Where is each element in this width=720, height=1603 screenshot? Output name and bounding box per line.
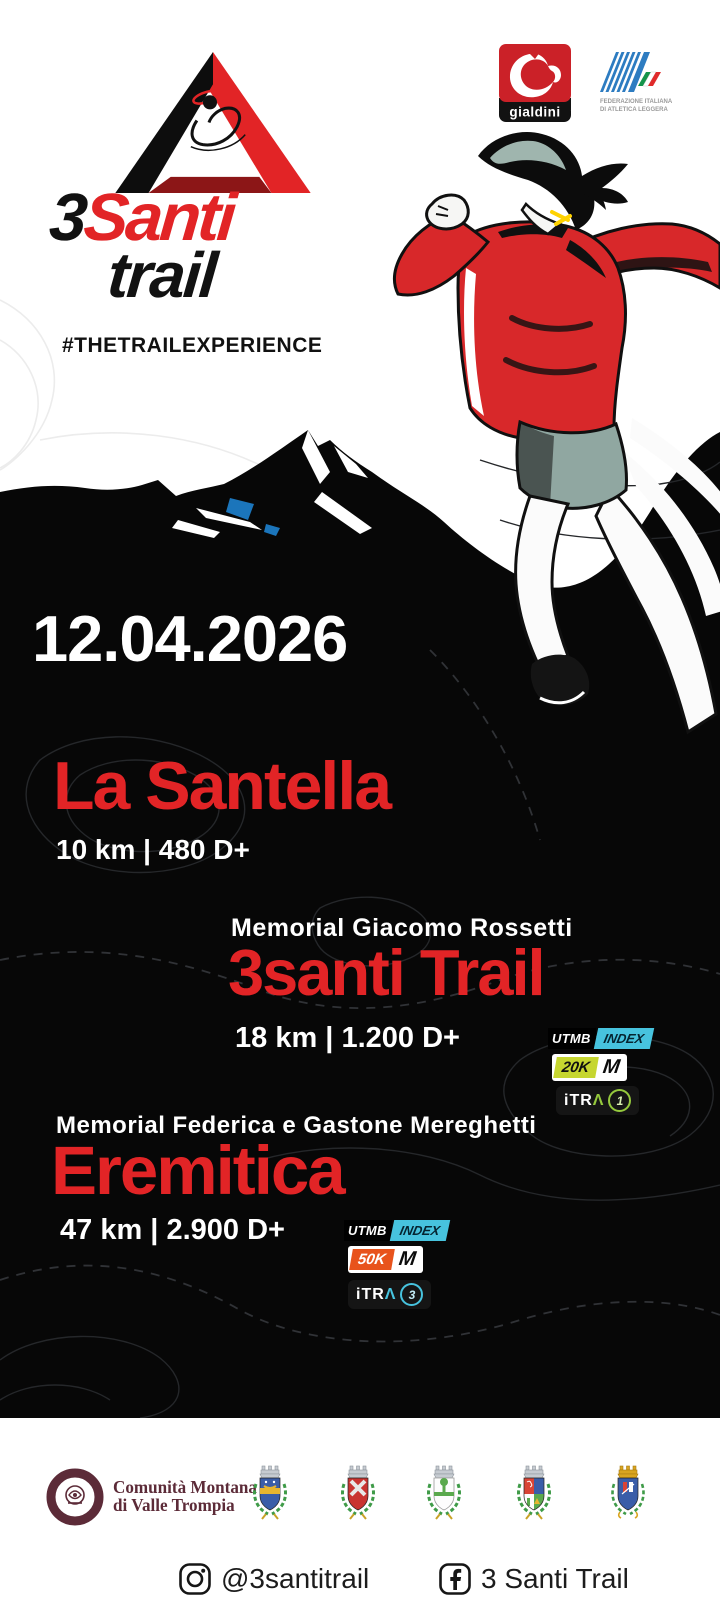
3santi-triangle-logo (112, 50, 314, 196)
municipal-coat-of-arms-1 (248, 1462, 292, 1520)
runner-back-leg (596, 488, 716, 732)
hashtag: #THETRAILEXPERIENCE (62, 334, 323, 357)
utmb-index-badge-50k (344, 1220, 447, 1241)
utmb-label: UTMB (548, 1028, 596, 1049)
comunita-line1: Comunità Montana (113, 1477, 257, 1498)
utmb-distance-badge-50k (348, 1246, 423, 1273)
instagram-icon (178, 1562, 212, 1596)
instagram-link[interactable] (178, 1562, 369, 1596)
runner-jacket (458, 222, 625, 441)
itra-badge-3 (348, 1280, 431, 1309)
race-name-eremitica: Eremitica (51, 1132, 344, 1209)
fidal-line2: DI ATLETICA LEGGERA (600, 107, 668, 113)
distance-chip: 50K (349, 1249, 394, 1270)
utmb-index-label: INDEX (594, 1028, 654, 1049)
event-date: 12.04.2026 (32, 602, 348, 675)
utmb-distance-badge-20k (552, 1054, 627, 1081)
distance-chip: 20K (553, 1057, 598, 1078)
municipal-coat-of-arms-3 (422, 1462, 466, 1520)
itra-score: 1 (608, 1089, 631, 1112)
race-name-la-santella: La Santella (53, 748, 391, 824)
comunita-montana-logo (46, 1468, 265, 1526)
utmb-index-label: INDEX (390, 1220, 450, 1241)
fidal-line1: FEDERAZIONE ITALIANA (600, 99, 673, 105)
utmb-index-badge-20k (548, 1028, 651, 1049)
logo-sub-wordmark: trail (104, 239, 219, 311)
utmb-m-icon: M (601, 1056, 621, 1078)
itra-a-glyph: Λ (384, 1285, 396, 1303)
gialdini-logo (499, 44, 571, 122)
runner-shoe (531, 655, 589, 706)
facebook-link[interactable] (438, 1562, 629, 1596)
race-stats-3santi-trail: 18 km | 1.200 D+ (235, 1022, 460, 1054)
itra-a-glyph: Λ (592, 1091, 604, 1109)
gialdini-label: gialdini (509, 104, 561, 120)
logo-number: 3 (46, 180, 88, 255)
itra-label: iTR (564, 1091, 593, 1109)
runner-front-leg (516, 496, 568, 664)
municipal-coat-of-arms-4 (512, 1462, 556, 1520)
runner-fist (427, 195, 469, 229)
itra-score: 3 (400, 1283, 423, 1306)
italian-flag (638, 72, 661, 86)
utmb-m-icon: M (397, 1248, 417, 1270)
runner-hair (478, 132, 628, 230)
runner-illustration (370, 118, 720, 738)
race-name-3santi-trail: 3santi Trail (228, 936, 544, 1009)
comunita-line2: di Valle Trompia (113, 1495, 235, 1515)
facebook-icon (438, 1562, 472, 1596)
comunita-montana-seal-icon (46, 1468, 104, 1526)
utmb-label: UTMB (344, 1220, 392, 1241)
itra-label: iTR (356, 1285, 385, 1303)
race-memorial-eremitica: Memorial Federica e Gastone Mereghetti (56, 1112, 537, 1139)
municipal-coat-of-arms-2 (336, 1462, 380, 1520)
municipal-coat-of-arms-5 (606, 1462, 650, 1520)
logo-name: Santi (80, 180, 237, 255)
instagram-handle[interactable]: @3santitrail (221, 1563, 370, 1594)
race-memorial-3santi: Memorial Giacomo Rossetti (231, 914, 573, 942)
itra-badge-1 (556, 1086, 639, 1115)
facebook-name[interactable]: 3 Santi Trail (481, 1563, 629, 1594)
race-stats-la-santella: 10 km | 480 D+ (56, 834, 250, 865)
race-stats-eremitica: 47 km | 2.900 D+ (60, 1214, 285, 1246)
fidal-logo (586, 46, 674, 116)
